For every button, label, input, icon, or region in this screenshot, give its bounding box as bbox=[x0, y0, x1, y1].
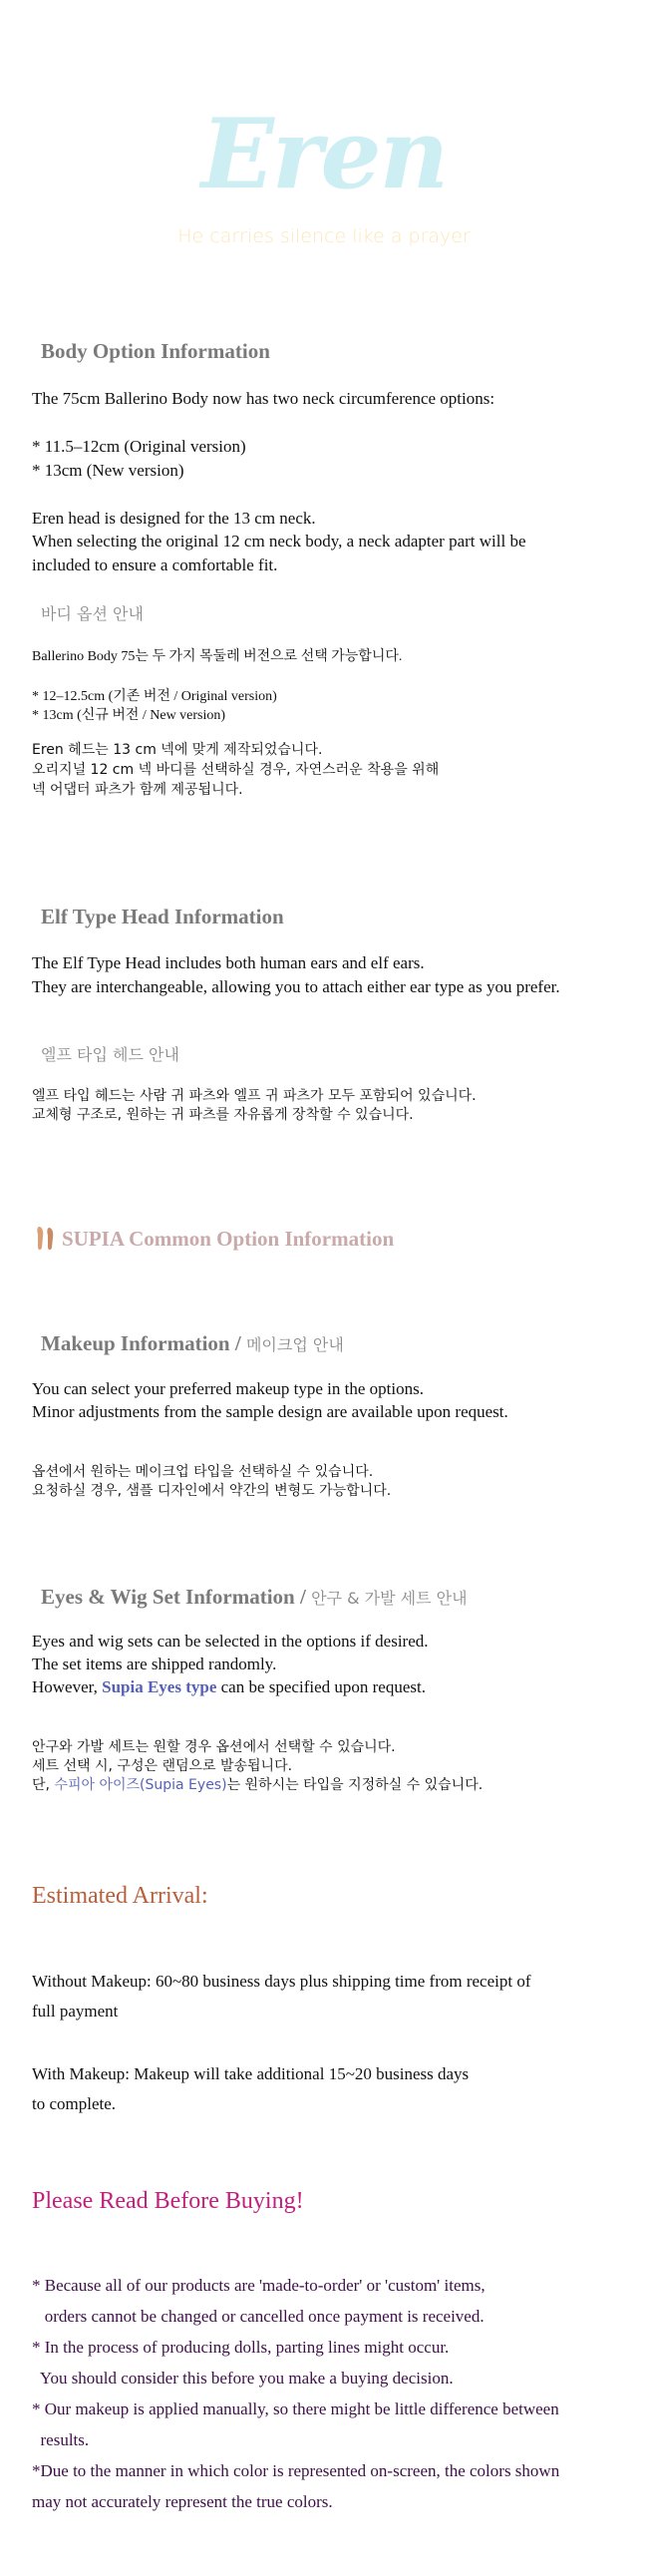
makeup-title bbox=[41, 1331, 344, 1356]
eyes-ko-line bbox=[32, 1774, 483, 1794]
note-line: When selecting the original 12 cm neck body, a neck adapter part will be bbox=[32, 532, 526, 551]
ko-note-line: Eren 헤드는 13 cm 넥에 맞게 제작되었습니다. bbox=[32, 742, 323, 758]
ko-intro: Ballerino Body 75는 두 가지 목둘레 버전으로 선택 가능합니다. bbox=[32, 649, 403, 664]
eyes-ko-line: 세트 선택 시, 구성은 랜덤으로 발송됩니다. bbox=[32, 1758, 293, 1774]
text: However, bbox=[32, 1677, 103, 1696]
note-line: included to ensure a comfortable fit. bbox=[32, 555, 278, 574]
common-option-title bbox=[36, 1225, 394, 1252]
text: can be specified upon request. bbox=[216, 1677, 426, 1696]
text: 단, bbox=[32, 1777, 55, 1793]
makeup-ko-line: 옵션에서 원하는 메이크업 타입을 선택하실 수 있습니다. bbox=[32, 1464, 374, 1480]
eyes-ko-line: 안구와 가발 세트는 원할 경우 옵션에서 선택할 수 있습니다. bbox=[32, 1739, 396, 1755]
title-separator: / bbox=[229, 1331, 246, 1355]
notice-line: orders cannot be changed or cancelled once payment is received. bbox=[32, 2307, 485, 2326]
notice-title: Please Read Before Buying! bbox=[32, 2188, 304, 2214]
logo: Eren bbox=[200, 98, 448, 210]
ko-option-line: * 13cm (신규 버전 / New version) bbox=[32, 708, 226, 723]
notice-line: may not accurately represent the true colors. bbox=[32, 2492, 333, 2511]
makeup-line: You can select your preferred makeup type in the options. bbox=[32, 1379, 424, 1398]
body-option-ko-title: 바디 옵션 안내 bbox=[41, 604, 144, 623]
body-option-title: Body Option Information bbox=[41, 339, 270, 363]
tagline: He carries silence like a prayer bbox=[177, 225, 471, 247]
ko-note-line: 오리지널 12 cm 넥 바디를 선택하실 경우, 자연스러운 착용을 위해 bbox=[32, 762, 440, 778]
elf-line: They are interchangeable, allowing you to attach either ear type as you prefer. bbox=[32, 977, 560, 996]
option-line: * 11.5–12cm (Original version) bbox=[32, 437, 246, 456]
makeup-title-ko: 메이크업 안내 bbox=[245, 1335, 344, 1354]
notice-line: * Because all of our products are 'made-to-order' or 'custom' items, bbox=[32, 2276, 486, 2295]
body-option-intro: The 75cm Ballerino Body now has two neck circumference options: bbox=[32, 389, 495, 408]
elf-line: The Elf Type Head includes both human ears and elf ears. bbox=[32, 953, 425, 972]
eyes-title-en: Eyes & Wig Set Information bbox=[41, 1585, 295, 1609]
elf-title: Elf Type Head Information bbox=[41, 905, 284, 928]
makeup-line: Minor adjustments from the sample design are available upon request. bbox=[32, 1402, 508, 1421]
title-separator: / bbox=[294, 1585, 312, 1609]
eyes-title-ko: 안구 & 가발 세트 안내 bbox=[311, 1589, 468, 1608]
text: 는 원하시는 타입을 지정하실 수 있습니다. bbox=[226, 1777, 484, 1793]
arrival-line: full payment bbox=[32, 2002, 119, 2021]
supia-eyes-highlight-ko: 수피아 아이즈(Supia Eyes) bbox=[54, 1777, 227, 1793]
eyes-title bbox=[41, 1585, 468, 1610]
elf-ko-line: 엘프 타입 헤드는 사람 귀 파츠와 엘프 귀 파츠가 모두 포함되어 있습니다. bbox=[32, 1088, 477, 1104]
arrival-line: to complete. bbox=[32, 2094, 117, 2113]
supia-eyes-highlight: Supia Eyes type bbox=[102, 1677, 217, 1696]
eyes-line: The set items are shipped randomly. bbox=[32, 1655, 277, 1673]
eyes-line: Eyes and wig sets can be selected in the options if desired. bbox=[32, 1632, 429, 1651]
option-line: * 13cm (New version) bbox=[32, 461, 184, 480]
common-option-title-text: SUPIA Common Option Information bbox=[62, 1227, 395, 1251]
note-line: Eren head is designed for the 13 cm neck. bbox=[32, 509, 316, 528]
notice-line: You should consider this before you make a buying decision. bbox=[32, 2369, 454, 2388]
makeup-title-en: Makeup Information bbox=[41, 1331, 230, 1355]
notice-line: *Due to the manner in which color is represented on-screen, the colors shown bbox=[32, 2461, 560, 2480]
elf-ko-title: 엘프 타입 헤드 안내 bbox=[41, 1045, 179, 1064]
notice-line: * Our makeup is applied manually, so there might be little difference between bbox=[32, 2399, 559, 2418]
arrival-title: Estimated Arrival: bbox=[32, 1883, 208, 1909]
arrival-line: With Makeup: Makeup will take additional 15~20 business days bbox=[32, 2064, 470, 2083]
makeup-ko-line: 요청하실 경우, 샘플 디자인에서 약간의 변형도 가능합니다. bbox=[32, 1483, 392, 1499]
arrival-line: Without Makeup: 60~80 business days plus shipping time from receipt of bbox=[32, 1972, 531, 1991]
ko-note-line: 넥 어댑터 파츠가 함께 제공됩니다. bbox=[32, 782, 243, 798]
elf-ko-line: 교체형 구조로, 원하는 귀 파츠를 자유롭게 장착할 수 있습니다. bbox=[32, 1107, 414, 1123]
eyes-line bbox=[32, 1677, 426, 1697]
ko-option-line: * 12–12.5cm (기존 버전 / Original version) bbox=[32, 689, 277, 704]
notice-line: results. bbox=[32, 2430, 90, 2449]
ballet-shoes-icon bbox=[36, 1225, 56, 1251]
notice-line: * In the process of producing dolls, parting lines might occur. bbox=[32, 2338, 450, 2357]
